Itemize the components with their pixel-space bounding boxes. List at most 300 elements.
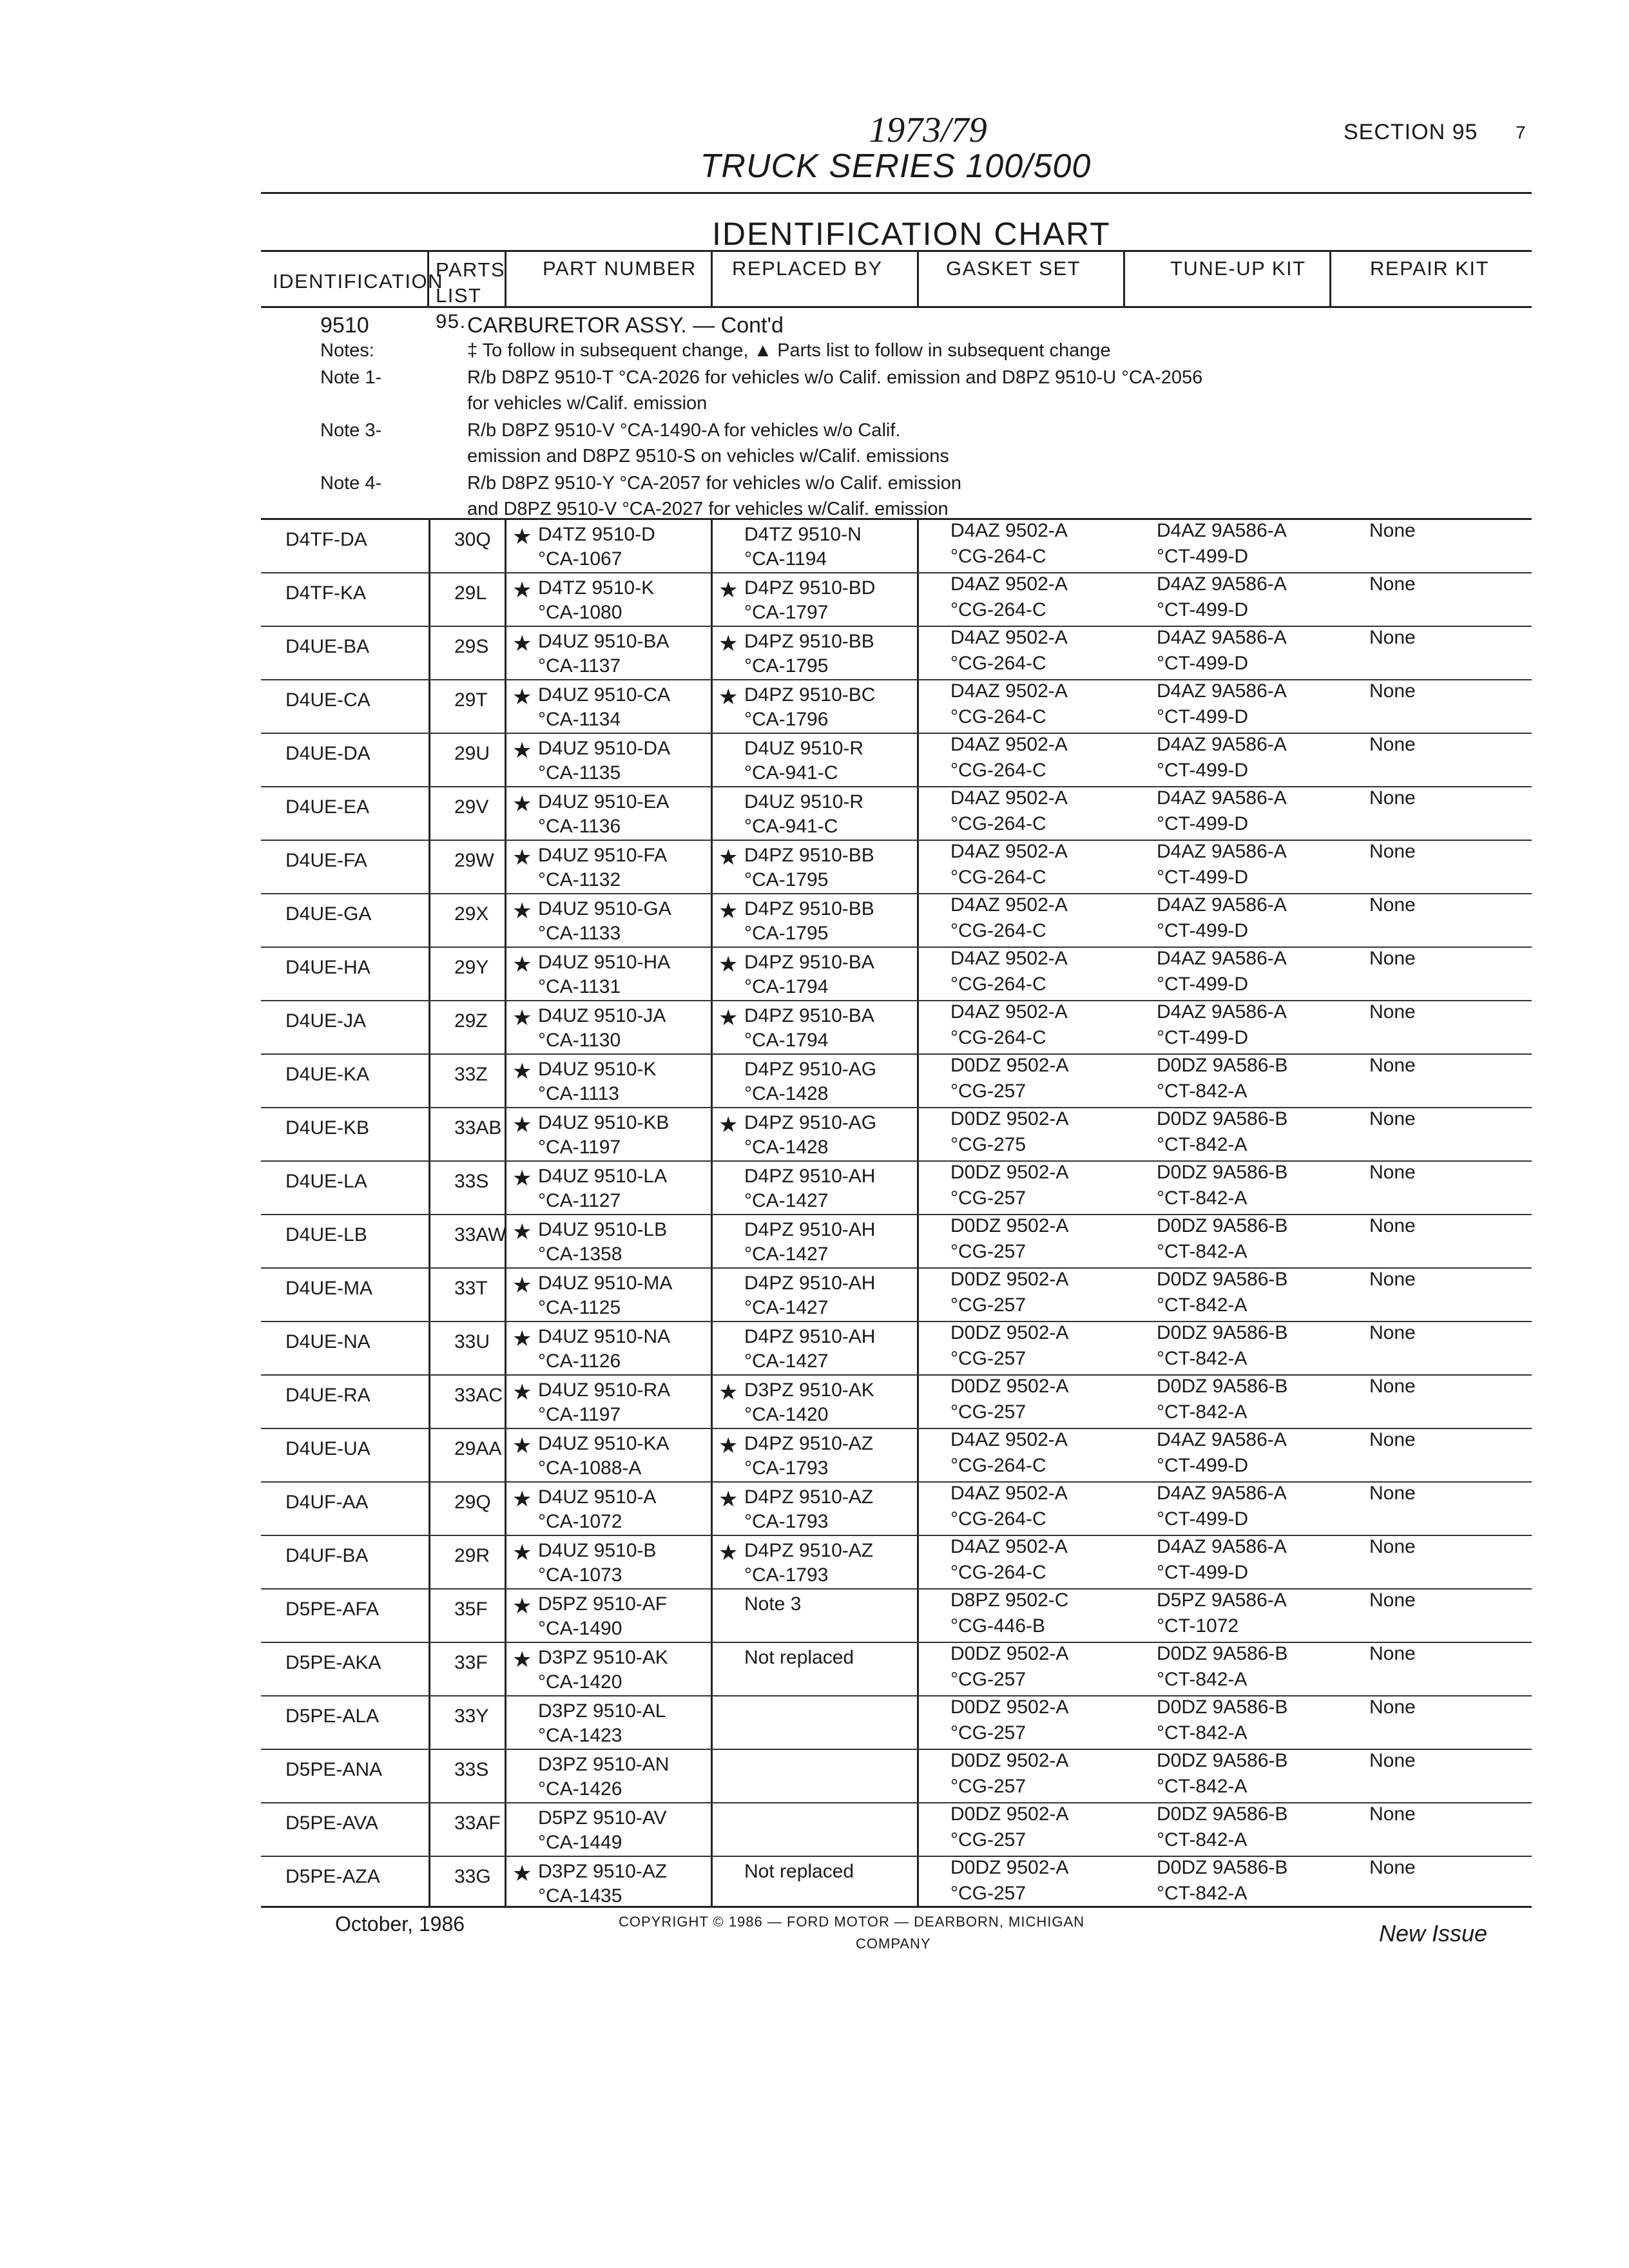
- row-gasket-code: °CG-264-C: [950, 653, 1046, 674]
- row-replaced-code: °CA-1428: [744, 1083, 829, 1104]
- row-tune-up-code: °CT-842-A: [1157, 1669, 1248, 1690]
- row-part-number: D3PZ 9510-AZ: [538, 1861, 668, 1882]
- table-row: [261, 734, 1532, 787]
- header-parts-list-line1: PARTS: [436, 258, 505, 281]
- part-star-icon: ★: [512, 792, 532, 816]
- row-gasket-code: °CG-257: [950, 1722, 1027, 1744]
- row-identification: D5PE-ANA: [285, 1759, 383, 1780]
- table-row: [261, 894, 1532, 948]
- row-tune-up-kit: D4AZ 9A586-A: [1157, 734, 1287, 755]
- row-identification: D4UE-LB: [285, 1224, 367, 1245]
- row-repair-kit: None: [1369, 948, 1416, 969]
- row-tune-up-kit: D0DZ 9A586-B: [1157, 1376, 1288, 1397]
- row-replaced-by: D4UZ 9510-R: [744, 791, 864, 812]
- row-part-code: °CA-1132: [538, 869, 621, 890]
- row-part-code: °CA-1426: [538, 1778, 622, 1800]
- row-part-number: D4UZ 9510-RA: [538, 1379, 671, 1401]
- row-repair-kit: None: [1369, 573, 1416, 595]
- row-replaced-by: D4PZ 9510-AZ: [744, 1540, 874, 1561]
- row-identification: D4UE-KA: [285, 1064, 370, 1085]
- row-identification: D4UE-UA: [285, 1438, 371, 1459]
- note4-line2: and D8PZ 9510-V °CA-2027 for vehicles w/Calif. emission: [467, 499, 949, 519]
- row-part-code: °CA-1067: [538, 548, 622, 570]
- row-part-code: °CA-1435: [538, 1885, 622, 1907]
- row-gasket-set: D4AZ 9502-A: [950, 1483, 1068, 1504]
- row-parts-list: 33S: [454, 1759, 489, 1780]
- row-tune-up-code: °CT-499-D: [1157, 1455, 1249, 1476]
- row-gasket-code: °CG-264-C: [950, 867, 1046, 888]
- row-part-number: D4UZ 9510-HA: [538, 952, 671, 973]
- row-gasket-set: D4AZ 9502-A: [950, 894, 1068, 916]
- row-tune-up-kit: D4AZ 9A586-A: [1157, 573, 1287, 595]
- row-parts-list: 33AF: [454, 1812, 501, 1834]
- row-gasket-code: °CG-264-C: [950, 1027, 1046, 1048]
- row-tune-up-code: °CT-499-D: [1157, 1508, 1249, 1530]
- row-part-number: D4UZ 9510-BA: [538, 631, 670, 652]
- row-gasket-code: °CG-264-C: [950, 813, 1046, 834]
- row-gasket-set: D0DZ 9502-A: [950, 1857, 1069, 1878]
- row-replaced-by: D4PZ 9510-AZ: [744, 1433, 874, 1454]
- row-gasket-set: D4AZ 9502-A: [950, 520, 1068, 541]
- title-year: 1973/79: [869, 110, 987, 150]
- row-repair-kit: None: [1369, 1750, 1416, 1771]
- row-part-number: D4UZ 9510-B: [538, 1540, 657, 1561]
- table-row: [261, 1803, 1532, 1857]
- row-part-code: °CA-1080: [538, 602, 622, 623]
- footer-company: COMPANY: [856, 1936, 931, 1952]
- row-part-code: °CA-1134: [538, 709, 621, 730]
- row-tune-up-code: °CT-499-D: [1157, 760, 1249, 781]
- row-replaced-by: Note 3: [744, 1593, 802, 1615]
- row-tune-up-kit: D0DZ 9A586-B: [1157, 1696, 1288, 1718]
- row-tune-up-code: °CT-499-D: [1157, 653, 1249, 674]
- title-series: TRUCK SERIES 100/500: [700, 148, 1092, 185]
- row-replaced-code: °CA-1796: [744, 709, 829, 730]
- row-gasket-set: D0DZ 9502-A: [950, 1269, 1069, 1290]
- row-tune-up-code: °CT-842-A: [1157, 1294, 1248, 1316]
- row-part-number: D4UZ 9510-K: [538, 1059, 657, 1080]
- page-number: 7: [1516, 122, 1526, 142]
- row-tune-up-kit: D0DZ 9A586-B: [1157, 1750, 1288, 1771]
- footer-date: October, 1986: [335, 1912, 465, 1936]
- row-parts-list: 29Q: [454, 1492, 491, 1513]
- row-part-code: °CA-1126: [538, 1350, 621, 1372]
- row-parts-list: 29Z: [454, 1010, 488, 1032]
- part-star-icon: ★: [512, 524, 532, 549]
- table-row: [261, 841, 1532, 894]
- row-tune-up-kit: D4AZ 9A586-A: [1157, 1536, 1287, 1557]
- row-gasket-set: D0DZ 9502-A: [950, 1162, 1069, 1183]
- part-star-icon: ★: [512, 1113, 532, 1137]
- table-row: [261, 948, 1532, 1001]
- row-repair-kit: None: [1369, 1643, 1416, 1664]
- row-tune-up-code: °CT-842-A: [1157, 1081, 1248, 1102]
- notes-block: [261, 308, 1532, 518]
- row-tune-up-code: °CT-842-A: [1157, 1883, 1248, 1904]
- row-tune-up-code: °CT-499-D: [1157, 706, 1249, 727]
- row-replaced-by: D4PZ 9510-BC: [744, 684, 876, 706]
- table-row: [261, 520, 1532, 573]
- row-tune-up-code: °CT-842-A: [1157, 1722, 1248, 1744]
- row-replaced-code: °CA-1797: [744, 602, 829, 623]
- row-gasket-code: °CG-257: [950, 1401, 1027, 1423]
- row-gasket-code: °CG-257: [950, 1776, 1027, 1797]
- row-repair-kit: None: [1369, 1162, 1416, 1183]
- part-star-icon: ★: [512, 1434, 532, 1458]
- note4-label: Note 4-: [320, 473, 382, 494]
- row-identification: D4UE-EA: [285, 796, 370, 818]
- row-repair-kit: None: [1369, 1215, 1416, 1236]
- row-replaced-code: °CA-1794: [744, 976, 829, 997]
- row-identification: D4UF-BA: [285, 1545, 369, 1566]
- part-star-icon: ★: [512, 1327, 532, 1351]
- row-tune-up-code: °CT-842-A: [1157, 1776, 1248, 1797]
- row-tune-up-code: °CT-499-D: [1157, 920, 1249, 941]
- row-tune-up-kit: D4AZ 9A586-A: [1157, 680, 1287, 702]
- header-tune-up-kit: TUNE-UP KIT: [1123, 252, 1329, 306]
- row-tune-up-kit: D0DZ 9A586-B: [1157, 1803, 1288, 1825]
- row-replaced-code: °CA-1427: [744, 1190, 829, 1211]
- row-replaced-code: °CA-941-C: [744, 816, 838, 837]
- table-row: [261, 1215, 1532, 1269]
- replaced-star-icon: ★: [718, 1113, 738, 1137]
- part-star-icon: ★: [512, 1541, 532, 1565]
- row-part-code: °CA-1135: [538, 762, 621, 783]
- row-part-code: °CA-1125: [538, 1297, 621, 1318]
- replaced-star-icon: ★: [718, 1541, 738, 1565]
- row-tune-up-code: °CT-1072: [1157, 1615, 1239, 1637]
- row-identification: D4UE-KB: [285, 1117, 370, 1139]
- row-part-code: °CA-1073: [538, 1564, 622, 1586]
- row-replaced-by: Not replaced: [744, 1861, 854, 1882]
- row-identification: D4TF-DA: [285, 529, 367, 550]
- part-star-icon: ★: [512, 1380, 532, 1405]
- row-replaced-code: °CA-1420: [744, 1404, 829, 1425]
- part-star-icon: ★: [512, 685, 532, 709]
- part-star-icon: ★: [512, 845, 532, 870]
- row-gasket-set: D0DZ 9502-A: [950, 1803, 1069, 1825]
- row-tune-up-code: °CT-499-D: [1157, 813, 1249, 834]
- row-identification: D5PE-AFA: [285, 1599, 380, 1620]
- row-replaced-by: D4PZ 9510-BB: [744, 898, 874, 919]
- row-replaced-by: D4UZ 9510-R: [744, 738, 864, 759]
- row-identification: D4UE-DA: [285, 743, 371, 764]
- row-gasket-code: °CG-264-C: [950, 546, 1046, 567]
- row-part-number: D4UZ 9510-EA: [538, 791, 670, 812]
- row-part-code: °CA-1449: [538, 1832, 622, 1853]
- table-row: [261, 627, 1532, 680]
- row-part-code: °CA-1072: [538, 1511, 622, 1532]
- chart-title: IDENTIFICATION CHART: [712, 216, 1111, 252]
- row-part-code: °CA-1088-A: [538, 1457, 642, 1479]
- row-repair-kit: None: [1369, 680, 1416, 702]
- row-replaced-code: °CA-1427: [744, 1350, 829, 1372]
- row-part-code: °CA-1131: [538, 976, 621, 997]
- header-identification: IDENTIFICATION: [273, 270, 443, 293]
- row-parts-list: 33AC: [454, 1385, 503, 1406]
- row-repair-kit: None: [1369, 1376, 1416, 1397]
- part-star-icon: ★: [512, 738, 532, 763]
- row-repair-kit: None: [1369, 1429, 1416, 1450]
- row-gasket-set: D0DZ 9502-A: [950, 1322, 1069, 1343]
- row-tune-up-kit: D0DZ 9A586-B: [1157, 1108, 1288, 1129]
- row-tune-up-code: °CT-499-D: [1157, 546, 1249, 567]
- row-gasket-set: D0DZ 9502-A: [950, 1750, 1069, 1771]
- row-repair-kit: None: [1369, 734, 1416, 755]
- row-part-number: D3PZ 9510-AL: [538, 1700, 666, 1722]
- row-replaced-by: D4PZ 9510-AH: [744, 1166, 876, 1187]
- row-tune-up-kit: D0DZ 9A586-B: [1157, 1269, 1288, 1290]
- row-gasket-code: °CG-264-C: [950, 760, 1046, 781]
- row-parts-list: 29AA: [454, 1438, 502, 1459]
- row-parts-list: 33Z: [454, 1064, 488, 1085]
- row-gasket-code: °CG-264-C: [950, 1455, 1046, 1476]
- row-identification: D4UE-NA: [285, 1331, 371, 1352]
- row-part-number: D4UZ 9510-JA: [538, 1005, 666, 1026]
- row-parts-list: 33T: [454, 1278, 488, 1299]
- row-parts-list: 29Y: [454, 957, 489, 978]
- row-part-code: °CA-1423: [538, 1725, 622, 1746]
- row-gasket-set: D4AZ 9502-A: [950, 1001, 1068, 1023]
- row-parts-list: 35F: [454, 1599, 488, 1620]
- row-tune-up-code: °CT-499-D: [1157, 867, 1249, 888]
- row-replaced-by: D3PZ 9510-AK: [744, 1379, 874, 1401]
- header-part-number: PART NUMBER: [505, 252, 711, 306]
- replaced-star-icon: ★: [718, 1487, 738, 1512]
- row-part-number: D4UZ 9510-A: [538, 1486, 657, 1508]
- row-gasket-code: °CG-275: [950, 1134, 1027, 1155]
- table-row: [261, 1108, 1532, 1162]
- table-row: [261, 1590, 1532, 1643]
- row-tune-up-kit: D4AZ 9A586-A: [1157, 1429, 1287, 1450]
- row-gasket-code: °CG-257: [950, 1187, 1027, 1209]
- row-tune-up-code: °CT-842-A: [1157, 1134, 1248, 1155]
- row-tune-up-kit: D4AZ 9A586-A: [1157, 627, 1287, 648]
- row-gasket-set: D4AZ 9502-A: [950, 1429, 1068, 1450]
- row-gasket-set: D4AZ 9502-A: [950, 627, 1068, 648]
- row-replaced-code: °CA-941-C: [744, 762, 838, 783]
- row-tune-up-kit: D0DZ 9A586-B: [1157, 1162, 1288, 1183]
- table-row: [261, 1857, 1532, 1910]
- row-gasket-code: °CG-257: [950, 1081, 1027, 1102]
- row-gasket-code: °CG-264-C: [950, 599, 1046, 620]
- row-parts-list: 33F: [454, 1652, 488, 1673]
- row-part-code: °CA-1197: [538, 1404, 621, 1425]
- row-replaced-code: °CA-1794: [744, 1030, 829, 1051]
- row-parts-list: 29T: [454, 689, 488, 711]
- row-gasket-code: °CG-264-C: [950, 1562, 1046, 1583]
- row-gasket-set: D0DZ 9502-A: [950, 1055, 1069, 1076]
- row-repair-kit: None: [1369, 894, 1416, 916]
- row-tune-up-kit: D4AZ 9A586-A: [1157, 520, 1287, 541]
- part-star-icon: ★: [512, 952, 532, 977]
- row-parts-list: 30Q: [454, 529, 491, 550]
- row-identification: D5PE-AVA: [285, 1812, 378, 1834]
- row-gasket-code: °CG-264-C: [950, 920, 1046, 941]
- row-repair-kit: None: [1369, 1055, 1416, 1076]
- row-replaced-by: Not replaced: [744, 1647, 854, 1668]
- table-row: [261, 1322, 1532, 1376]
- parts-table: [261, 518, 1532, 1908]
- row-identification: D4UE-CA: [285, 689, 371, 711]
- row-gasket-set: D4AZ 9502-A: [950, 680, 1068, 702]
- row-part-code: °CA-1490: [538, 1618, 622, 1639]
- row-identification: D4UE-LA: [285, 1171, 367, 1192]
- row-tune-up-code: °CT-842-A: [1157, 1829, 1248, 1850]
- row-part-number: D4UZ 9510-LB: [538, 1219, 668, 1240]
- row-part-code: °CA-1420: [538, 1671, 622, 1693]
- replaced-star-icon: ★: [718, 845, 738, 870]
- row-replaced-by: D4PZ 9510-BD: [744, 577, 876, 599]
- row-gasket-code: °CG-264-C: [950, 706, 1046, 727]
- row-identification: D4UE-BA: [285, 636, 370, 657]
- table-row: [261, 1429, 1532, 1483]
- row-part-number: D4TZ 9510-K: [538, 577, 655, 599]
- table-row: [261, 680, 1532, 734]
- row-identification: D4UF-AA: [285, 1492, 369, 1513]
- row-part-code: °CA-1127: [538, 1190, 621, 1211]
- note1-line1: R/b D8PZ 9510-T °CA-2026 for vehicles w/o Calif. emission and D8PZ 9510-U °CA-2056: [467, 367, 1203, 388]
- note4-line1: R/b D8PZ 9510-Y °CA-2057 for vehicles w/o Calif. emission: [467, 473, 961, 494]
- row-gasket-set: D4AZ 9502-A: [950, 787, 1068, 809]
- table-row: [261, 787, 1532, 841]
- row-tune-up-kit: D0DZ 9A586-B: [1157, 1857, 1288, 1878]
- row-repair-kit: None: [1369, 520, 1416, 541]
- part-star-icon: ★: [512, 899, 532, 923]
- row-gasket-set: D0DZ 9502-A: [950, 1108, 1069, 1129]
- replaced-star-icon: ★: [718, 899, 738, 923]
- row-parts-list: 29V: [454, 796, 489, 818]
- row-part-number: D4UZ 9510-GA: [538, 898, 671, 919]
- row-repair-kit: None: [1369, 1269, 1416, 1290]
- row-replaced-by: D4PZ 9510-BB: [744, 845, 874, 866]
- row-replaced-code: °CA-1428: [744, 1137, 829, 1158]
- row-identification: D5PE-AZA: [285, 1866, 380, 1887]
- row-identification: D4TF-KA: [285, 582, 367, 604]
- row-tune-up-kit: D4AZ 9A586-A: [1157, 948, 1287, 969]
- replaced-star-icon: ★: [718, 685, 738, 709]
- row-parts-list: 33Y: [454, 1706, 489, 1727]
- row-repair-kit: None: [1369, 1322, 1416, 1343]
- row-repair-kit: None: [1369, 1590, 1416, 1611]
- part-star-icon: ★: [512, 1648, 532, 1672]
- row-identification: D4UE-RA: [285, 1385, 371, 1406]
- table-row: [261, 1055, 1532, 1108]
- row-tune-up-kit: D4AZ 9A586-A: [1157, 894, 1287, 916]
- part-star-icon: ★: [512, 1487, 532, 1512]
- header-parts-list: [427, 252, 505, 332]
- row-tune-up-code: °CT-842-A: [1157, 1241, 1248, 1262]
- row-tune-up-code: °CT-499-D: [1157, 599, 1249, 620]
- notes-text: ‡ To follow in subsequent change, ▲ Parts list to follow in subsequent change: [467, 340, 1111, 361]
- row-part-number: D4UZ 9510-MA: [538, 1273, 673, 1294]
- row-replaced-code: °CA-1795: [744, 869, 829, 890]
- row-parts-list: 33AB: [454, 1117, 502, 1139]
- footer-copyright: COPYRIGHT © 1986 — FORD MOTOR — DEARBORN, MICHIGAN: [619, 1914, 1085, 1930]
- part-star-icon: ★: [512, 578, 532, 602]
- row-gasket-set: D4AZ 9502-A: [950, 948, 1068, 969]
- row-part-code: °CA-1137: [538, 655, 621, 677]
- notes-label: Notes:: [320, 340, 374, 361]
- row-gasket-set: D4AZ 9502-A: [950, 734, 1068, 755]
- row-replaced-code: °CA-1427: [744, 1244, 829, 1265]
- row-repair-kit: None: [1369, 1483, 1416, 1504]
- part-star-icon: ★: [512, 1594, 532, 1619]
- part-star-icon: ★: [512, 1166, 532, 1191]
- header-replaced-by: REPLACED BY: [711, 252, 917, 306]
- row-tune-up-kit: D0DZ 9A586-B: [1157, 1055, 1288, 1076]
- row-gasket-code: °CG-257: [950, 1294, 1027, 1316]
- row-part-number: D4UZ 9510-CA: [538, 684, 671, 706]
- row-gasket-code: °CG-257: [950, 1829, 1027, 1850]
- row-parts-list: 33S: [454, 1171, 489, 1192]
- row-gasket-set: D4AZ 9502-A: [950, 573, 1068, 595]
- row-gasket-code: °CG-257: [950, 1883, 1027, 1904]
- note1-label: Note 1-: [320, 367, 382, 388]
- row-parts-list: 29W: [454, 850, 494, 871]
- row-gasket-set: D0DZ 9502-A: [950, 1643, 1069, 1664]
- header-gasket-set: GASKET SET: [917, 252, 1123, 306]
- row-part-code: °CA-1113: [538, 1083, 619, 1104]
- row-tune-up-kit: D5PZ 9A586-A: [1157, 1590, 1287, 1611]
- footer-issue: New Issue: [1379, 1920, 1488, 1946]
- part-star-icon: ★: [512, 1861, 532, 1886]
- row-replaced-by: D4PZ 9510-BB: [744, 631, 874, 652]
- row-repair-kit: None: [1369, 1536, 1416, 1557]
- row-replaced-by: D4PZ 9510-BA: [744, 952, 874, 973]
- row-gasket-code: °CG-257: [950, 1348, 1027, 1369]
- row-replaced-by: D4PZ 9510-AZ: [744, 1486, 874, 1508]
- row-repair-kit: None: [1369, 1108, 1416, 1129]
- row-gasket-code: °CG-257: [950, 1241, 1027, 1262]
- row-gasket-set: D0DZ 9502-A: [950, 1696, 1069, 1718]
- table-row: [261, 1483, 1532, 1536]
- row-replaced-code: °CA-1793: [744, 1564, 829, 1586]
- row-replaced-code: °CA-1194: [744, 548, 827, 570]
- part-star-icon: ★: [512, 1273, 532, 1298]
- row-parts-list: 29S: [454, 636, 489, 657]
- row-tune-up-kit: D0DZ 9A586-B: [1157, 1215, 1288, 1236]
- row-gasket-set: D8PZ 9502-C: [950, 1590, 1069, 1611]
- row-repair-kit: None: [1369, 1857, 1416, 1878]
- note3-line1: R/b D8PZ 9510-V °CA-1490-A for vehicles w/o Calif.: [467, 420, 901, 441]
- row-tune-up-kit: D0DZ 9A586-B: [1157, 1643, 1288, 1664]
- replaced-star-icon: ★: [718, 578, 738, 602]
- row-repair-kit: None: [1369, 841, 1416, 862]
- row-part-number: D4TZ 9510-D: [538, 524, 655, 545]
- row-gasket-set: D4AZ 9502-A: [950, 841, 1068, 862]
- section-label: SECTION 95: [1344, 120, 1478, 144]
- row-replaced-by: D4PZ 9510-BA: [744, 1005, 874, 1026]
- row-replaced-by: D4TZ 9510-N: [744, 524, 862, 545]
- row-replaced-code: °CA-1793: [744, 1457, 829, 1479]
- row-parts-list: 33U: [454, 1331, 490, 1352]
- table-row: [261, 1643, 1532, 1696]
- row-part-number: D4UZ 9510-FA: [538, 845, 668, 866]
- row-part-number: D4UZ 9510-NA: [538, 1326, 671, 1347]
- row-part-number: D5PZ 9510-AF: [538, 1593, 668, 1615]
- row-part-code: °CA-1197: [538, 1137, 621, 1158]
- part-star-icon: ★: [512, 631, 532, 656]
- table-row: [261, 1750, 1532, 1803]
- row-identification: D4UE-MA: [285, 1278, 373, 1299]
- row-replaced-code: °CA-1793: [744, 1511, 829, 1532]
- replaced-star-icon: ★: [718, 1380, 738, 1405]
- header-parts-list-line2: LIST 95.: [436, 284, 481, 332]
- row-gasket-set: D0DZ 9502-A: [950, 1376, 1069, 1397]
- row-part-number: D4UZ 9510-LA: [538, 1166, 668, 1187]
- part-star-icon: ★: [512, 1006, 532, 1030]
